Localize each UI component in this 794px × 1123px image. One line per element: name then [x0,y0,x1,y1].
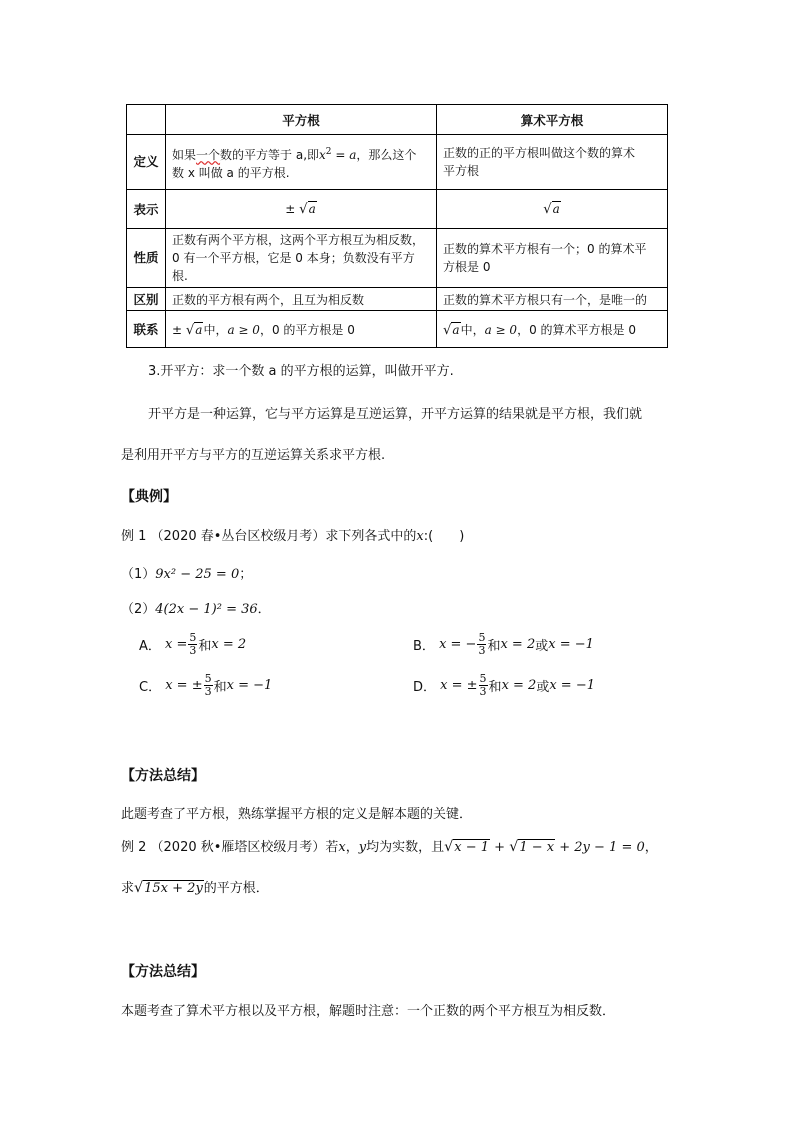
example-2-line-2 [121,877,269,896]
equation: 4(2x − 1)² = 36 [155,602,258,617]
math: x = − [439,637,477,652]
table-row-properties [127,229,668,288]
properties-arithmetic-root [437,229,668,288]
numerator: 5 [479,672,487,685]
option-b[interactable] [413,632,594,657]
summary-2: 本题考查了算术平方根以及平方根，解题时注意：一个正数的两个平方根互为相反数． [121,1004,616,1019]
definition-arithmetic-root [437,135,668,190]
text: 和 [198,639,212,654]
header-square-root: 平方根 [166,105,437,135]
math: x = [165,637,188,652]
text: ； [239,567,253,582]
text: 正数的正的平方根叫做这个数的算术 [443,146,636,160]
denominator: 3 [204,685,212,698]
sqrt-expr: √15x + 2y [134,880,203,896]
fraction [479,673,488,698]
math-exp: 2 [325,146,332,157]
text: 的平方根． [203,881,269,896]
row-label: 定义 [127,135,166,190]
plus-minus: ± [172,322,186,337]
math-op: + [490,840,510,855]
text: 如果 [172,147,197,162]
sqrt-expr: √a [543,201,560,217]
section-heading-method-summary-2: 【方法总结】 [121,964,205,980]
radicand: 1 − x [519,840,555,855]
text: 正数的算术平方根有一个；0 的算术平 [443,242,647,256]
fraction [477,632,486,657]
table-row-difference [127,288,668,311]
radicand: 15x + 2y [144,881,203,896]
sqrt-expr: √a [443,322,460,338]
spellcheck-text: 一个 [196,147,221,162]
relation-arithmetic-root [437,311,668,348]
row-label: 区别 [127,288,166,311]
text: 求 [121,881,135,896]
text: 和 [487,639,501,654]
example-2-line-1 [121,836,658,855]
fraction [204,673,213,698]
properties-square-root [166,229,437,288]
comparison-table [126,104,668,348]
math: x = −1 [548,637,594,652]
sqrt-expr: √1 − x [509,839,555,855]
math: x = 2 [211,637,247,652]
numerator: 5 [204,672,212,685]
example-1-question-1 [121,563,252,582]
text: 数 x 叫做 a 的平方根. [172,165,290,180]
header-empty [127,105,166,135]
text: 和 [213,680,227,695]
option-a[interactable] [139,632,246,657]
option-letter: B． [413,639,435,654]
text: 和 [488,680,502,695]
fraction [188,632,197,657]
math: x = 2 [500,637,536,652]
radicand: a [552,201,560,216]
summary-1: 此题考查了平方根，熟练掌握平方根的定义是解本题的关键． [121,807,473,822]
row-label: 联系 [127,311,166,348]
math-var: x [416,529,424,544]
question-number: （1） [121,567,156,582]
equation: 9x² − 25 = 0 [155,567,240,582]
denominator: 3 [189,644,197,657]
math-cond: a ≥ 0 [227,322,260,337]
text: 或 [536,680,550,695]
radicand: a [308,201,316,216]
math-var: x [319,147,326,162]
notation-square-root [166,190,437,229]
sqrt-expr: √a [185,322,203,338]
table-row-notation [127,190,668,229]
math: x = −1 [549,678,595,693]
table-row-relation [127,311,668,348]
header-arithmetic-root: 算术平方根 [437,105,668,135]
math-cond: a ≥ 0 [484,322,518,337]
definition-square-root [166,135,437,190]
text: 中， [460,322,485,337]
math-eq: = [331,147,350,162]
plus-minus: ± [285,201,300,216]
difference-arithmetic-root: 正数的算术平方根只有一个，是唯一的 [437,288,668,311]
relation-square-root [166,311,437,348]
option-c[interactable] [139,673,272,698]
math: x = −1 [226,678,273,693]
radicand: a [452,322,460,337]
text: 0 有一个平方根，它是 0 本身；负数没有平方根. [172,251,415,283]
math: x = ± [165,678,203,693]
row-label: 表示 [127,190,166,229]
sqrt-expr: √a [299,201,316,217]
text: 或 [535,639,549,654]
sqrt-expr: √x − 1 [444,839,490,855]
text: 方根是 0 [443,260,491,274]
section-heading-examples: 【典例】 [121,489,177,505]
math-var: y [358,840,367,855]
question-number: （2） [121,602,156,617]
notation-arithmetic-root [437,190,668,229]
text: ， [644,840,658,855]
text: 均为实数，且 [366,840,445,855]
option-letter: D． [413,680,437,695]
math-var: x [338,840,346,855]
text: ， [345,840,359,855]
option-letter: A． [139,639,161,654]
section-heading-method-summary: 【方法总结】 [121,768,205,784]
example-1-intro [121,525,464,544]
text: 例 1 （2020 春•丛台区校级月考）求下列各式中的 [121,529,417,544]
example-1-question-2 [121,598,271,617]
denominator: 3 [478,644,486,657]
math: x = ± [440,678,478,693]
text: ，0 的算术平方根是 0 [517,322,636,337]
numerator: 5 [478,631,486,644]
text: ，0 的平方根是 0 [259,322,355,337]
text: ，那么这个 [356,147,417,162]
denominator: 3 [479,685,487,698]
option-letter: C． [139,680,162,695]
math: x = 2 [501,678,537,693]
option-d[interactable] [413,673,595,698]
text: 平方根 [443,164,480,178]
text: 数的平方等于 a,即 [220,147,320,162]
row-label: 性质 [127,229,166,288]
math-var: a [349,147,357,162]
text: 中， [203,322,228,337]
radicand: x − 1 [454,840,490,855]
text: 正数有两个平方根，这两个平方根互为相反数， [172,233,425,247]
text: ． [257,602,271,617]
radicand: a [195,322,203,337]
paragraph-explanation-cont: 是利用开平方与平方的互逆运算关系求平方根. [121,448,386,463]
math: + 2y − 1 = 0 [555,840,645,855]
table-row-definition [127,135,668,190]
numerator: 5 [189,631,197,644]
text: 例 2 （2020 秋•雁塔区校级月考）若 [121,840,339,855]
paragraph-explanation: 开平方是一种运算，它与平方运算是互逆运算，开平方运算的结果就是平方根，我们就 [148,407,643,422]
paragraph-definition: 3.开平方：求一个数 a 的平方根的运算，叫做开平方. [148,364,454,379]
table-header-row [127,105,668,135]
difference-square-root: 正数的平方根有两个，且互为相反数 [166,288,437,311]
text: :( ) [423,529,465,544]
